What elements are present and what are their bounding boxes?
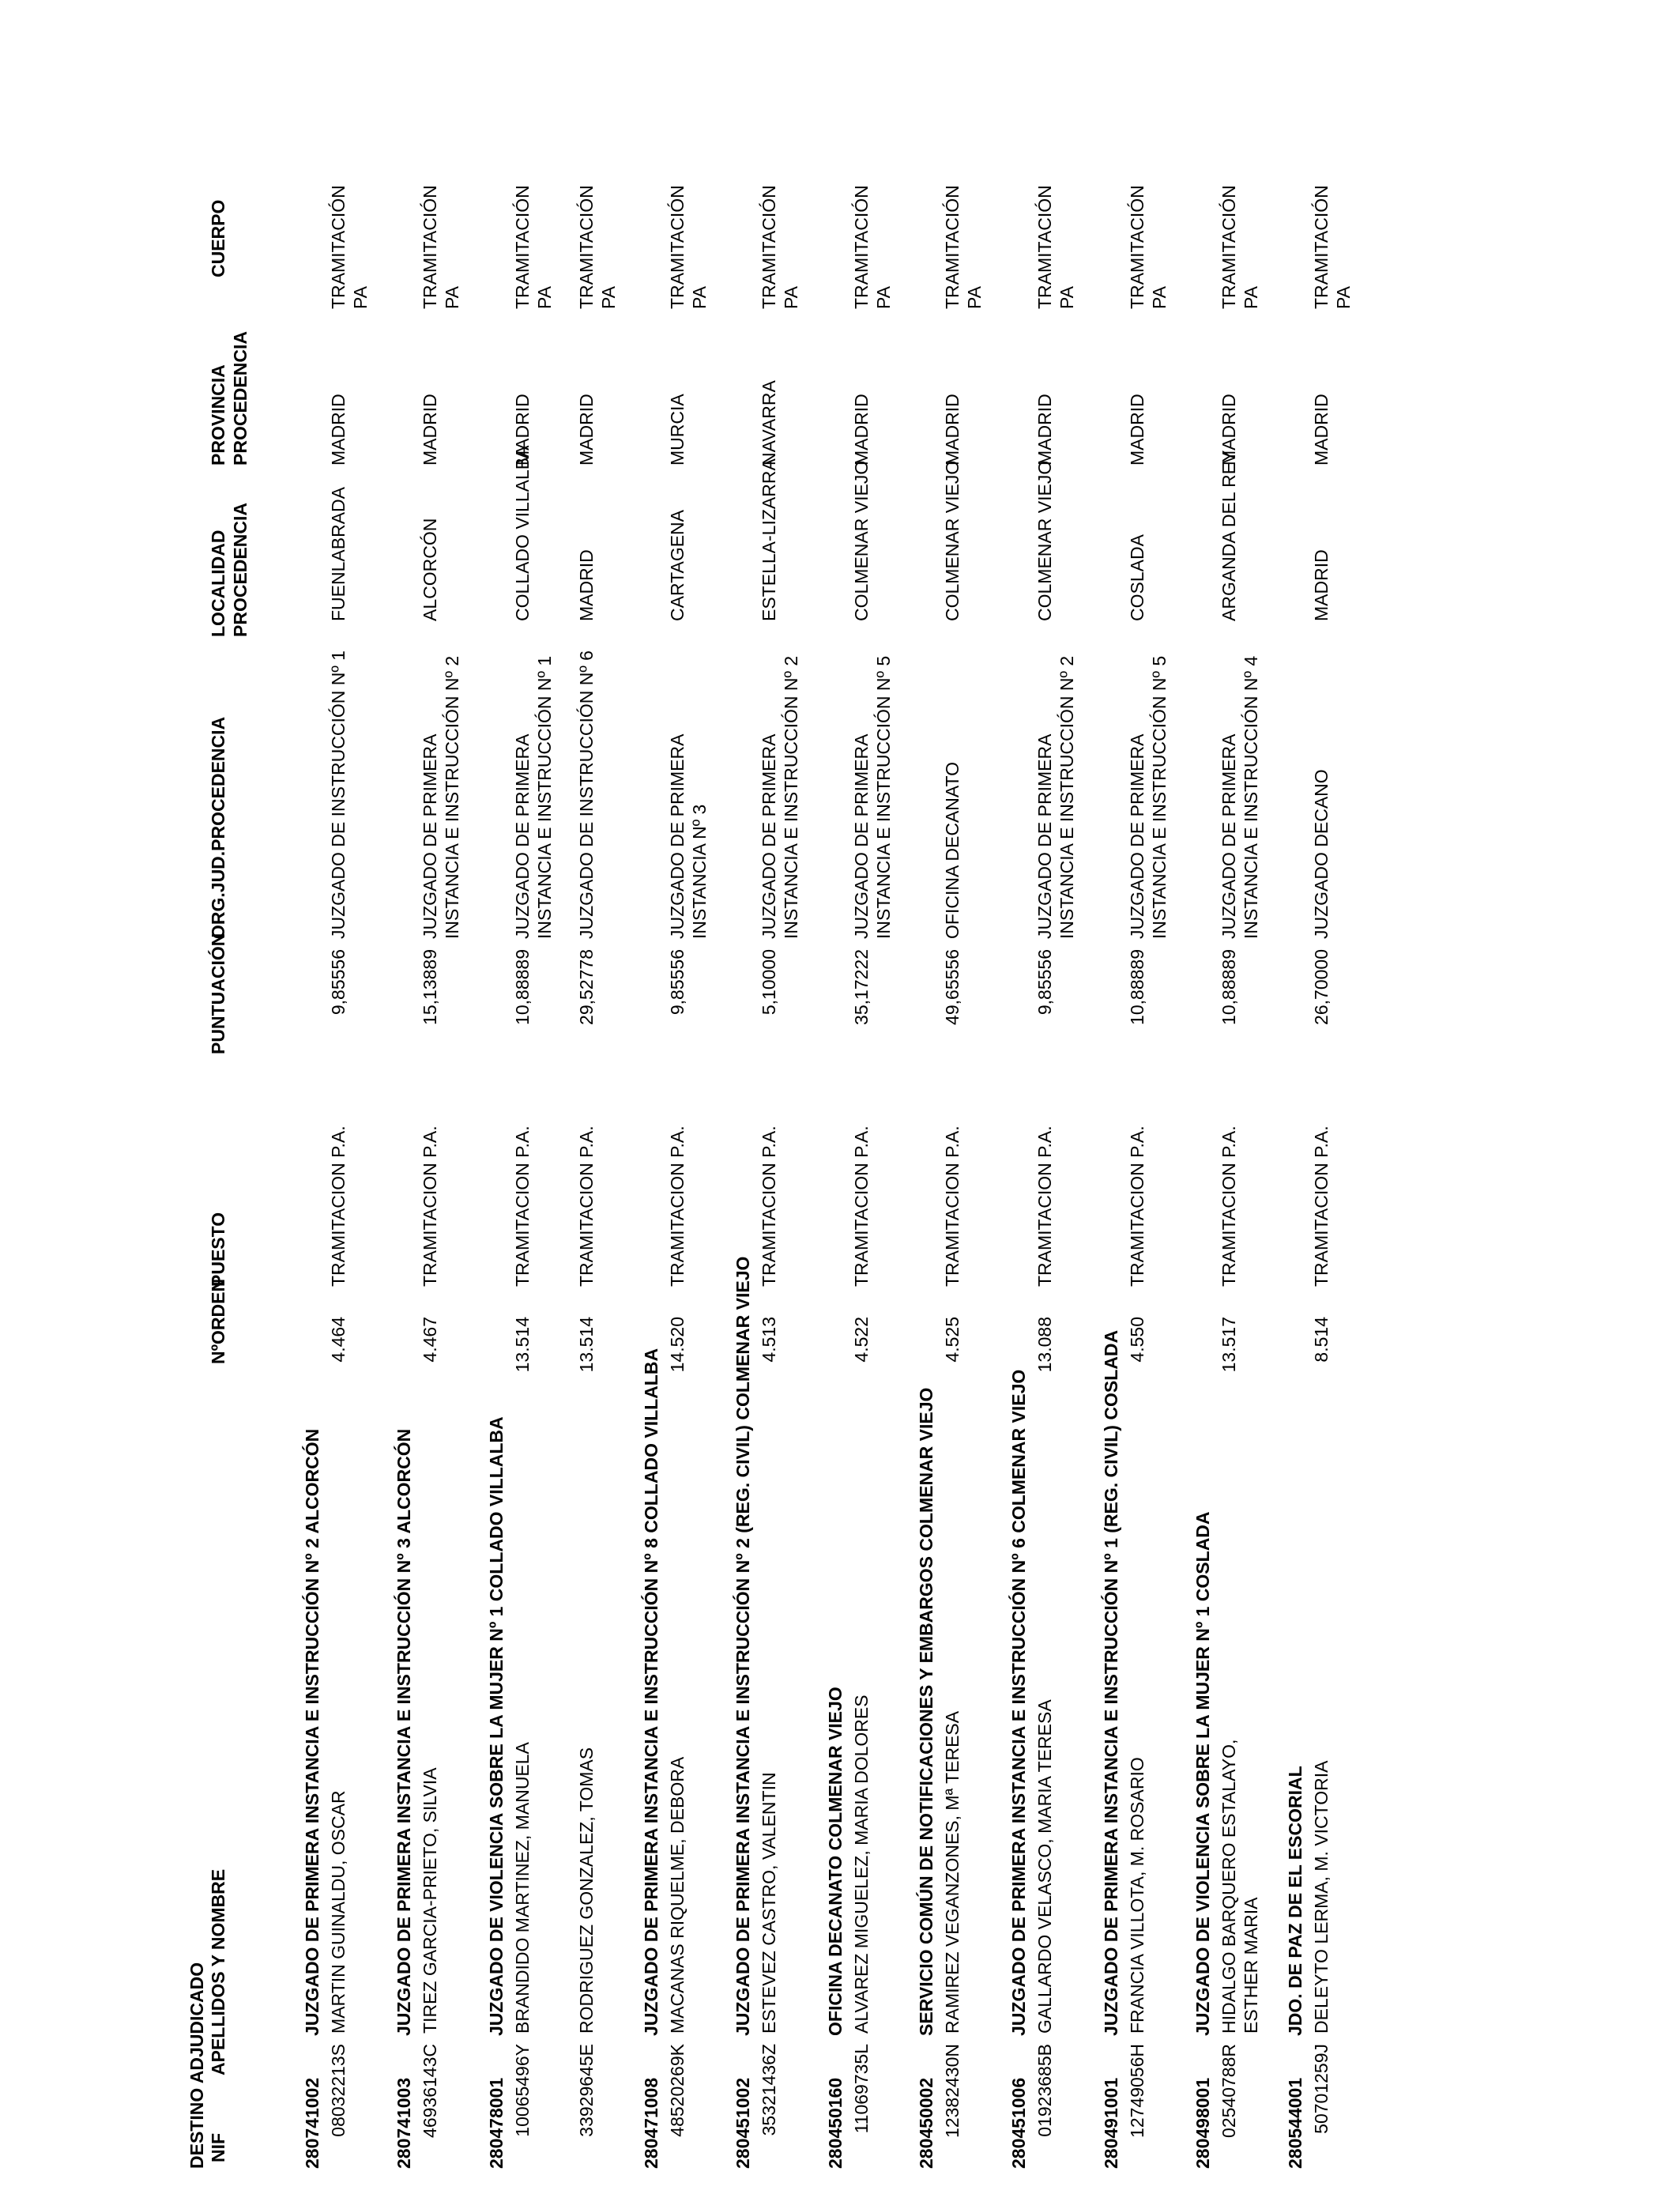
- row-nif: 46936143C: [420, 2044, 440, 2138]
- row-org: JUZGADO DE PRIMERA INSTANCIA E INSTRUCCIÓN Nº 2: [420, 655, 462, 939]
- row-puntuacion: 5,10000: [759, 949, 779, 1016]
- row-orden: 4.522: [851, 1317, 872, 1363]
- header-provincia: PROVINCIA PROCEDENCIA: [208, 331, 250, 466]
- row-nif: 12382430N: [942, 2044, 962, 2138]
- row-name: MACANAS RIQUELME, DEBORA: [667, 1756, 687, 2034]
- row-localidad: MADRID: [1311, 549, 1332, 621]
- row-name: HIDALGO BARQUERO ESTALAYO, ESTHER MARIA: [1219, 1739, 1261, 2034]
- row-orden: 4.525: [942, 1317, 962, 1363]
- group-title: JDO. DE PAZ DE EL ESCORIAL: [1285, 1766, 1305, 2036]
- row-name: GALLARDO VELASCO, MARIA TERESA: [1034, 1699, 1055, 2034]
- row-puesto: TRAMITACION P.A.: [576, 1125, 597, 1287]
- row-nif: 02540788R: [1219, 2044, 1239, 2138]
- row-name: RAMIREZ VEGANZONES, Mª TERESA: [942, 1710, 962, 2034]
- header-cuerpo: CUERPO: [208, 199, 228, 277]
- row-puntuacion: 9,85556: [1034, 949, 1055, 1016]
- row-puesto: TRAMITACION P.A.: [667, 1125, 687, 1287]
- row-cuerpo: TRAMITACIÓN PA: [759, 185, 801, 309]
- group-code: 280498001: [1192, 2077, 1213, 2169]
- row-nif: 01923685B: [1034, 2044, 1055, 2137]
- group-code: 280741003: [394, 2077, 414, 2169]
- row-localidad: COSLADA: [1127, 534, 1147, 621]
- row-orden: 4.550: [1127, 1317, 1147, 1363]
- group-title: JUZGADO DE VIOLENCIA SOBRE LA MUJER Nº 1 COLLADO VILLALBA: [486, 1416, 507, 2036]
- row-provincia: MADRID: [1034, 394, 1055, 466]
- group-title: JUZGADO DE PRIMERA INSTANCIA E INSTRUCCIÓN Nº 8 COLLADO VILLALBA: [641, 1348, 661, 2036]
- row-localidad: COLMENAR VIEJO: [851, 460, 872, 621]
- row-puesto: TRAMITACION P.A.: [1219, 1125, 1239, 1287]
- group-code: 280451002: [733, 2077, 753, 2169]
- row-puesto: TRAMITACION P.A.: [420, 1125, 440, 1287]
- row-orden: 8.514: [1311, 1317, 1332, 1363]
- row-nif: 08032213S: [328, 2044, 348, 2137]
- row-cuerpo: TRAMITACIÓN PA: [1127, 185, 1170, 309]
- row-org: JUZGADO DE PRIMERA INSTANCIA Nº 3: [667, 733, 710, 939]
- group-title: OFICINA DECANATO COLMENAR VIEJO: [825, 1687, 846, 2036]
- row-localidad: ESTELLA-LIZARRA: [759, 458, 779, 621]
- group-code: 280478001: [486, 2077, 507, 2169]
- row-puntuacion: 15,13889: [420, 949, 440, 1025]
- group-title: JUZGADO DE PRIMERA INSTANCIA E INSTRUCCIÓN Nº 2 ALCORCÓN: [302, 1428, 322, 2036]
- row-provincia: MADRID: [851, 394, 872, 466]
- row-localidad: FUENLABRADA: [328, 487, 348, 621]
- row-puntuacion: 10,88889: [1219, 949, 1239, 1025]
- group-title: SERVICIO COMÚN DE NOTIFICACIONES Y EMBARGOS COLMENAR VIEJO: [916, 1387, 936, 2036]
- row-name: ESTEVEZ CASTRO, VALENTIN: [759, 1772, 779, 2034]
- row-cuerpo: TRAMITACIÓN PA: [1219, 185, 1261, 309]
- row-provincia: MADRID: [576, 394, 597, 466]
- row-localidad: CARTAGENA: [667, 509, 687, 621]
- row-puntuacion: 10,88889: [1127, 949, 1147, 1025]
- row-nif: 10065496Y: [512, 2044, 533, 2137]
- row-nif: 48520269K: [667, 2044, 687, 2137]
- row-provincia: MADRID: [1127, 394, 1147, 466]
- group-title: JUZGADO DE PRIMERA INSTANCIA E INSTRUCCIÓN Nº 2 (REG. CIVIL) COLMENAR VIEJO: [733, 1256, 753, 2036]
- row-provincia: MURCIA: [667, 394, 687, 466]
- row-org: JUZGADO DE PRIMERA INSTANCIA E INSTRUCCIÓN Nº 2: [759, 655, 801, 939]
- group-code: 280450002: [916, 2077, 936, 2169]
- row-puntuacion: 29,52778: [576, 949, 597, 1025]
- header-localidad: LOCALIDAD PROCEDENCIA: [208, 503, 250, 637]
- row-org: JUZGADO DE PRIMERA INSTANCIA E INSTRUCCIÓN Nº 4: [1219, 655, 1261, 939]
- row-orden: 4.513: [759, 1317, 779, 1363]
- row-puesto: TRAMITACION P.A.: [851, 1125, 872, 1287]
- header-nif: NIF: [208, 2132, 228, 2162]
- row-nif: 33929645E: [576, 2044, 597, 2137]
- group-code: 280544001: [1285, 2077, 1305, 2169]
- row-org: OFICINA DECANATO: [942, 761, 962, 939]
- row-cuerpo: TRAMITACIÓN PA: [576, 185, 619, 309]
- row-name: DELEYTO LERMA, M. VICTORIA: [1311, 1760, 1332, 2034]
- row-cuerpo: TRAMITACIÓN PA: [1034, 185, 1077, 309]
- row-cuerpo: TRAMITACIÓN PA: [420, 185, 462, 309]
- group-title: JUZGADO DE VIOLENCIA SOBRE LA MUJER Nº 1 COSLADA: [1192, 1511, 1213, 2036]
- row-puntuacion: 35,17222: [851, 949, 872, 1025]
- row-orden: 13.517: [1219, 1317, 1239, 1373]
- row-localidad: ARGANDA DEL REY: [1219, 450, 1239, 621]
- row-org: JUZGADO DE PRIMERA INSTANCIA E INSTRUCCIÓN Nº 5: [1127, 655, 1170, 939]
- row-puesto: TRAMITACION P.A.: [1311, 1125, 1332, 1287]
- row-provincia: NAVARRA: [759, 380, 779, 466]
- row-orden: 13.514: [576, 1317, 597, 1373]
- row-orden: 14.520: [667, 1317, 687, 1373]
- row-localidad: ALCORCÓN: [420, 518, 440, 621]
- row-puesto: TRAMITACION P.A.: [512, 1125, 533, 1287]
- header-norden: NºORDEN: [208, 1278, 228, 1364]
- row-puntuacion: 49,65556: [942, 949, 962, 1025]
- row-localidad: COLLADO VILLALBA: [512, 445, 533, 621]
- row-name: MARTIN GUINALDU, OSCAR: [328, 1790, 348, 2034]
- row-localidad: COLMENAR VIEJO: [1034, 460, 1055, 621]
- row-org: JUZGADO DE INSTRUCCIÓN Nº 6: [576, 650, 597, 939]
- row-provincia: MADRID: [1311, 394, 1332, 466]
- row-puntuacion: 10,88889: [512, 949, 533, 1025]
- row-puesto: TRAMITACION P.A.: [328, 1125, 348, 1287]
- row-provincia: MADRID: [512, 394, 533, 466]
- group-title: JUZGADO DE PRIMERA INSTANCIA E INSTRUCCIÓN Nº 1 (REG. CIVIL) COSLADA: [1101, 1329, 1121, 2036]
- group-code: 280450160: [825, 2077, 846, 2169]
- row-provincia: MADRID: [942, 394, 962, 466]
- header-org: ORG.JUD.PROCEDENCIA: [208, 716, 228, 939]
- group-code: 280741002: [302, 2077, 322, 2169]
- row-nif: 35321436Z: [759, 2044, 779, 2136]
- row-org: JUZGADO DECANO: [1311, 769, 1332, 939]
- row-orden: 13.088: [1034, 1317, 1055, 1373]
- row-puesto: TRAMITACION P.A.: [1034, 1125, 1055, 1287]
- row-nif: 50701259J: [1311, 2044, 1332, 2134]
- row-puntuacion: 26,70000: [1311, 949, 1332, 1025]
- row-puesto: TRAMITACION P.A.: [942, 1125, 962, 1287]
- row-org: JUZGADO DE PRIMERA INSTANCIA E INSTRUCCIÓN Nº 2: [1034, 655, 1077, 939]
- row-name: BRANDIDO MARTINEZ, MANUELA: [512, 1742, 533, 2034]
- row-cuerpo: TRAMITACIÓN PA: [851, 185, 894, 309]
- group-code: 280451006: [1008, 2077, 1029, 2169]
- row-name: FRANCIA VILLOTA, M. ROSARIO: [1127, 1757, 1147, 2034]
- row-cuerpo: TRAMITACIÓN PA: [512, 185, 555, 309]
- header-puesto: PUESTO: [208, 1212, 228, 1287]
- group-code: 280491001: [1101, 2077, 1121, 2169]
- group-code: 280471008: [641, 2077, 661, 2169]
- row-cuerpo: TRAMITACIÓN PA: [667, 185, 710, 309]
- row-nif: 11069735L: [851, 2044, 872, 2134]
- row-orden: 4.464: [328, 1317, 348, 1363]
- row-orden: 13.514: [512, 1317, 533, 1373]
- row-orden: 4.467: [420, 1317, 440, 1363]
- row-puntuacion: 9,85556: [328, 949, 348, 1016]
- row-localidad: COLMENAR VIEJO: [942, 460, 962, 621]
- row-puntuacion: 9,85556: [667, 949, 687, 1016]
- section-title: DESTINO ADJUDICADO: [186, 1962, 207, 2169]
- row-provincia: MADRID: [420, 394, 440, 466]
- header-apellidos: APELLIDOS Y NOMBRE: [208, 1868, 228, 2075]
- row-nif: 12749056H: [1127, 2044, 1147, 2138]
- row-provincia: MADRID: [328, 394, 348, 466]
- group-title: JUZGADO DE PRIMERA INSTANCIA E INSTRUCCIÓN Nº 6 COLMENAR VIEJO: [1008, 1369, 1029, 2036]
- row-localidad: MADRID: [576, 549, 597, 621]
- row-name: RODRIGUEZ GONZALEZ, TOMAS: [576, 1747, 597, 2034]
- row-puesto: TRAMITACION P.A.: [759, 1125, 779, 1287]
- row-org: JUZGADO DE INSTRUCCIÓN Nº 1: [328, 650, 348, 939]
- header-puntuacion: PUNTUACIÓN: [208, 933, 228, 1054]
- row-puesto: TRAMITACION P.A.: [1127, 1125, 1147, 1287]
- row-cuerpo: TRAMITACIÓN PA: [942, 185, 985, 309]
- row-cuerpo: TRAMITACIÓN PA: [328, 185, 371, 309]
- group-title: JUZGADO DE PRIMERA INSTANCIA E INSTRUCCIÓN Nº 3 ALCORCÓN: [394, 1428, 414, 2036]
- row-cuerpo: TRAMITACIÓN PA: [1311, 185, 1354, 309]
- row-org: JUZGADO DE PRIMERA INSTANCIA E INSTRUCCIÓN Nº 5: [851, 655, 894, 939]
- row-org: JUZGADO DE PRIMERA INSTANCIA E INSTRUCCIÓN Nº 1: [512, 655, 555, 939]
- row-name: TIREZ GARCIA-PRIETO, SILVIA: [420, 1767, 440, 2034]
- row-name: ALVAREZ MIGUELEZ, MARIA DOLORES: [851, 1695, 872, 2034]
- row-provincia: MADRID: [1219, 394, 1239, 466]
